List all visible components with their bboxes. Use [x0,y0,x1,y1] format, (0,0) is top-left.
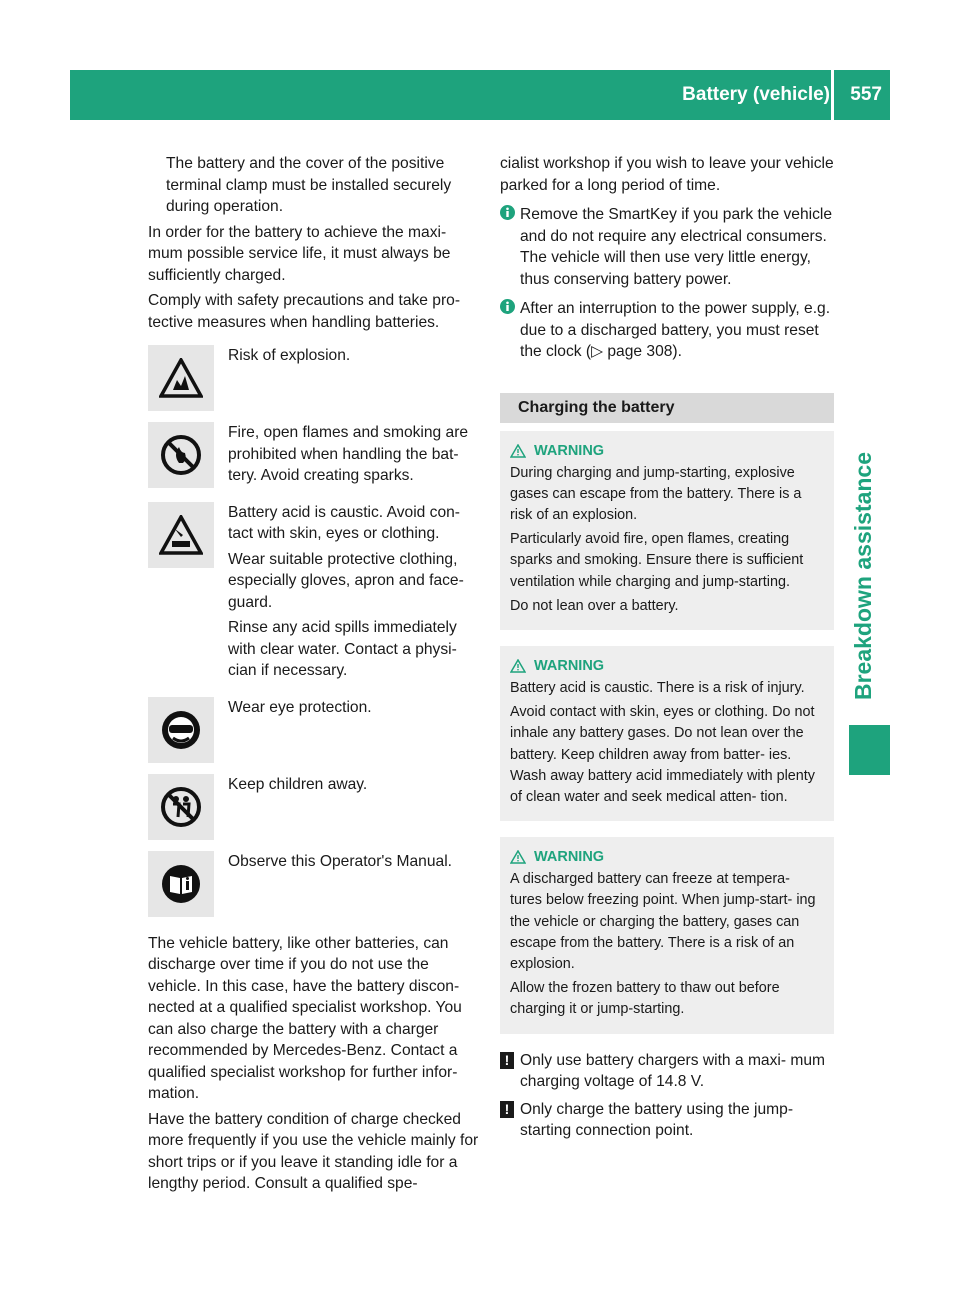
warning-label: WARNING [534,657,605,674]
info-icon [500,204,520,290]
warning-text: Particularly avoid fire, open flames, creating sparks and smoking. Ensure there is sufficient ventilation while charging and jump-starting. [510,531,804,590]
warning-triangle-icon [510,444,526,458]
paragraph: Have the battery condition of charge checked more frequently if you use the vehicle mainly for short trips or if you leave it standing idle for a lengthy period. Consult a qualified spe- [148,1110,479,1192]
explosion-warning-icon [148,345,214,411]
warning-text: Avoid contact with skin, eyes or clothing. Do not inhale any battery gases. Do not lean over the battery. Keep children away from batter- ies. Wash away battery acid immediately with plenty of clean water and seek medical atten- tion. [510,704,815,805]
symbol-text: Keep children away. [228,775,368,793]
symbol-text: Risk of explosion. [228,347,351,364]
symbol-text: Rinse any acid spills immediately with clear water. Contact a physi- cian if necessary. [228,619,457,679]
caution-note [500,1099,834,1142]
paragraph: The vehicle battery, like other batteries, can discharge over time if you do not use the vehicle. In this case, have the battery discon- nected at a qualified specialist workshop. You can also charge the battery with a charger recommended by Mercedes-Benz. Contact a qualified specialist workshop for further infor- mation. [148,934,462,1102]
warning-label: WARNING [534,442,605,459]
warning-label: WARNING [534,849,605,866]
eye-protection-icon [148,697,214,763]
symbol-text: Battery acid is caustic. Avoid con- tact with skin, eyes or clothing. [228,503,460,542]
side-tab-marker [849,725,890,775]
symbol-row [148,422,480,491]
info-text: After an interruption to the power supply, e.g. due to a discharged battery, you must reset the clock (▷ page 308). [520,300,831,360]
intro-paragraph: The battery and the cover of the positive terminal clamp must be installed securely during operation. [166,155,452,215]
manual-icon [148,851,214,917]
symbol-text: Fire, open flames and smoking are prohibited when handling the bat- tery. Avoid creating sparks. [228,424,469,484]
info-icon [500,298,520,363]
warning-text: Battery acid is caustic. There is a risk of injury. [510,679,805,696]
section-heading: Charging the battery [500,393,834,423]
symbol-row [148,851,480,917]
symbol-row [148,345,480,411]
warning-title [510,441,824,461]
paragraph: In order for the battery to achieve the maxi- mum possible service life, it must always be sufficiently charged. [148,223,451,284]
warning-triangle-icon [510,659,526,673]
info-note [500,298,834,363]
exclamation-icon: ! [500,1101,514,1118]
warning-text: Do not lean over a battery. [510,597,679,614]
info-note [500,204,834,290]
paragraph: Comply with safety precautions and take pro- tective measures when handling batteries. [148,292,461,331]
symbol-text: Observe this Operator's Manual. [228,852,452,870]
caution-note [500,1050,834,1093]
page-title: Battery (vehicle) [682,84,830,105]
right-column [500,153,834,1148]
symbol-row [148,502,480,686]
keep-children-away-icon [148,774,214,840]
warning-box [500,431,834,630]
warning-text: A discharged battery can freeze at tempera- tures below freezing point. When jump-start- ing the vehicle or charging the battery, gases can escape from the battery. There is a risk of an explosion. [510,871,816,972]
caution-text: Only use battery chargers with a maxi- mum charging voltage of 14.8 V. [520,1051,826,1091]
left-column [148,153,480,1199]
symbol-row [148,774,480,840]
symbol-text: Wear suitable protective clothing, especially gloves, apron and face- guard. [228,550,464,611]
info-text: Remove the SmartKey if you park the vehicle and do not require any electrical consumers. The vehicle will then use very little energy, thus conserving battery power. [520,206,833,288]
caution-text: Only charge the battery using the jump- starting connection point. [520,1100,794,1140]
warning-text: Allow the frozen battery to thaw out before charging it or jump-starting. [510,980,780,1018]
no-open-flame-icon [148,422,214,488]
warning-box [500,646,834,821]
corrosive-warning-icon [148,502,214,568]
symbol-row [148,697,480,763]
warning-box [500,837,834,1033]
page-number: 557 [850,84,882,105]
header-divider [831,70,834,120]
exclamation-icon: ! [500,1052,514,1069]
symbol-text: Wear eye protection. [228,698,372,716]
header-bar [70,70,890,120]
warning-title [510,656,824,676]
warning-text: During charging and jump-starting, explosive gases can escape from the battery. There is a risk of an explosion. [510,464,802,523]
warning-title [510,847,824,867]
warning-triangle-icon [510,850,526,864]
side-tab-label: Breakdown assistance [850,451,876,700]
paragraph: cialist workshop if you wish to leave your vehicle parked for a long period of time. [500,155,834,194]
